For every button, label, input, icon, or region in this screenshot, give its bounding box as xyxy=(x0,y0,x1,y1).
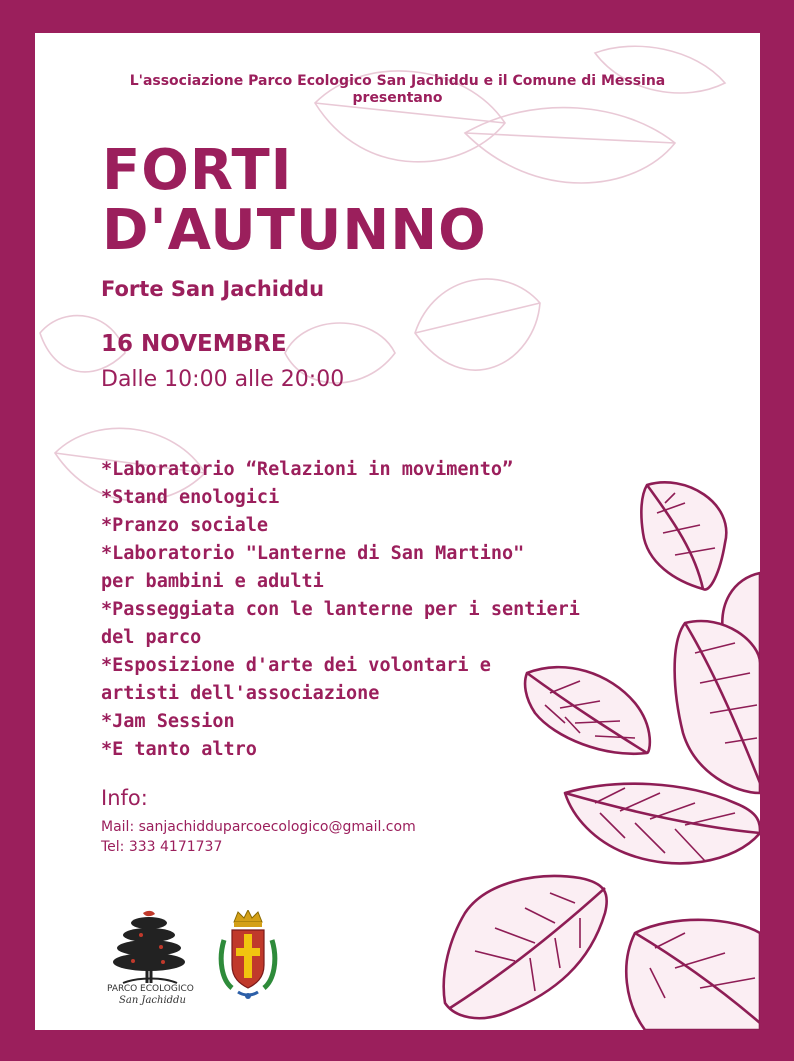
program-item: *Laboratorio "Lanterne di San Martino" xyxy=(101,543,525,564)
program-item: *Stand enologici xyxy=(101,487,280,508)
park-logo-name: PARCO ECOLOGICO xyxy=(107,984,194,994)
event-hours: Dalle 10:00 alle 20:00 xyxy=(101,367,345,392)
program-item: *E tanto altro xyxy=(101,739,257,760)
organizers-line: L'associazione Parco Ecologico San Jachiddu e il Comune di Messina xyxy=(129,73,666,89)
organizers-credit xyxy=(35,73,760,107)
title-line-2: D'AUTUNNO xyxy=(102,198,487,263)
park-logo-subname: San Jachiddu xyxy=(119,995,186,1006)
info-email[interactable]: Mail: sanjachidduparcoecologico@gmail.com xyxy=(101,819,416,835)
info-phone[interactable]: Tel: 333 4171737 xyxy=(101,839,223,855)
presenting-line: presentano xyxy=(352,90,443,106)
messina-crest-icon xyxy=(218,910,278,1005)
poster-sheet xyxy=(35,33,760,1030)
program-item: artisti dell'associazione xyxy=(101,683,380,704)
program-item: *Laboratorio “Relazioni in movimento” xyxy=(101,459,514,480)
program-item: del parco xyxy=(101,627,202,648)
info-heading: Info: xyxy=(101,786,148,810)
program-item: *Passeggiata con le lanterne per i sentieri xyxy=(101,599,580,620)
event-venue: Forte San Jachiddu xyxy=(101,277,325,301)
event-title xyxy=(102,138,487,263)
program-item: per bambini e adulti xyxy=(101,571,324,592)
program-item: *Esposizione d'arte dei volontari e xyxy=(101,655,491,676)
program-item: *Jam Session xyxy=(101,711,235,732)
program-item: *Pranzo sociale xyxy=(101,515,269,536)
event-date: 16 NOVEMBRE xyxy=(101,331,287,357)
title-line-1: FORTI xyxy=(102,138,293,203)
program-list xyxy=(101,456,580,764)
